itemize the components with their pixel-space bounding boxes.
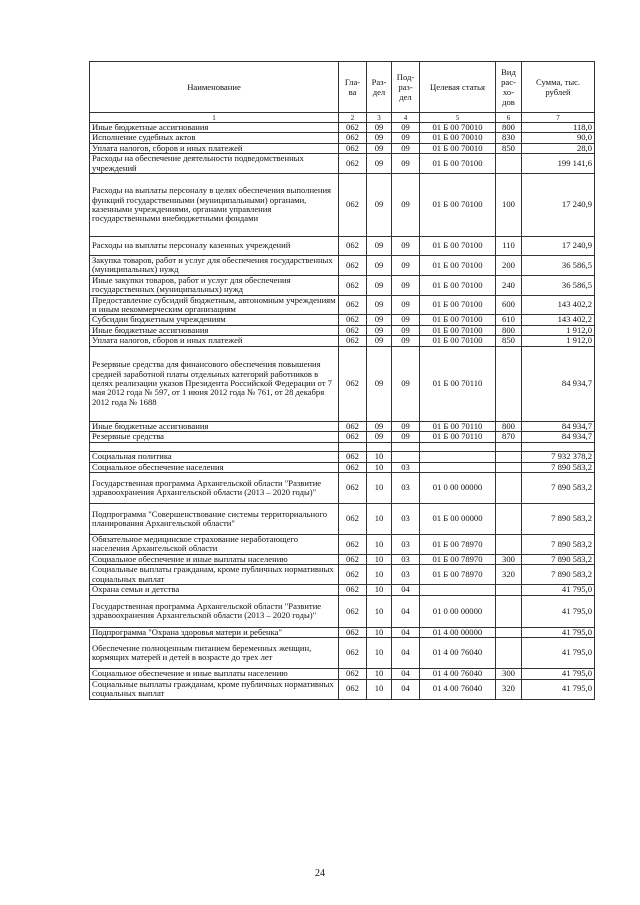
row-target: 01 Б 00 78970 — [420, 554, 496, 564]
row-glava: 062 — [339, 669, 367, 679]
row-sum: 1 912,0 — [522, 325, 595, 335]
row-sum: 7 890 583,2 — [522, 565, 595, 585]
row-name: Подпрограмма "Совершенствование системы территориального планирования Архангельской области" — [90, 503, 339, 534]
row-name: Иные бюджетные ассигнования — [90, 123, 339, 133]
header-razdel: Раз-дел — [367, 62, 392, 113]
table-row — [90, 336, 595, 346]
row-sum — [522, 442, 595, 451]
row-sum: 143 402,2 — [522, 315, 595, 325]
row-glava: 062 — [339, 256, 367, 276]
row-glava: 062 — [339, 585, 367, 595]
row-sum: 7 890 583,2 — [522, 462, 595, 472]
row-razdel: 09 — [367, 325, 392, 335]
row-podrazdel: 04 — [392, 638, 420, 669]
row-target: 01 Б 00 70100 — [420, 154, 496, 174]
row-sum: 7 890 583,2 — [522, 554, 595, 564]
row-name: Государственная программа Архангельской области "Развитие здравоохранения Архангельской области (2013 – 2020 годы)" — [90, 595, 339, 627]
row-target: 01 Б 00 70010 — [420, 123, 496, 133]
row-glava: 062 — [339, 123, 367, 133]
row-razdel: 09 — [367, 346, 392, 421]
row-sum: 7 932 378,2 — [522, 451, 595, 462]
row-vid: 870 — [496, 432, 522, 442]
row-name: Иные закупки товаров, работ и услуг для обеспечения государственных (муниципальных) нужд — [90, 275, 339, 295]
row-sum: 7 890 583,2 — [522, 534, 595, 554]
row-glava: 062 — [339, 679, 367, 699]
row-razdel: 09 — [367, 432, 392, 442]
row-target — [420, 462, 496, 472]
table-row — [90, 123, 595, 133]
row-glava: 062 — [339, 325, 367, 335]
row-podrazdel: 04 — [392, 585, 420, 595]
row-name: Подпрограмма "Охрана здоровья матери и ребенка" — [90, 627, 339, 637]
row-razdel: 09 — [367, 421, 392, 431]
row-podrazdel: 09 — [392, 174, 420, 237]
row-name: Уплата налогов, сборов и иных платежей — [90, 143, 339, 153]
row-name: Социальные выплаты гражданам, кроме публичных нормативных социальных выплат — [90, 565, 339, 585]
row-target: 01 4 00 76040 — [420, 638, 496, 669]
row-podrazdel — [392, 442, 420, 451]
row-target: 01 Б 00 70100 — [420, 237, 496, 256]
row-target: 01 Б 00 70010 — [420, 143, 496, 153]
row-vid: 200 — [496, 256, 522, 276]
budget-table — [89, 61, 595, 700]
table-row — [90, 451, 595, 462]
row-razdel: 10 — [367, 472, 392, 503]
table-row — [90, 554, 595, 564]
row-glava: 062 — [339, 565, 367, 585]
row-sum: 84 934,7 — [522, 421, 595, 431]
row-name: Расходы на выплаты персоналу в целях обеспечения выполнения функций государственными (муниципальными) органами, казенными учреждениями, органами управления государственными внебюджетными фондами — [90, 174, 339, 237]
row-glava: 062 — [339, 432, 367, 442]
row-sum: 84 934,7 — [522, 346, 595, 421]
row-vid — [496, 627, 522, 637]
row-razdel: 10 — [367, 595, 392, 627]
row-podrazdel: 04 — [392, 627, 420, 637]
row-glava: 062 — [339, 638, 367, 669]
row-target: 01 Б 00 70110 — [420, 432, 496, 442]
row-sum: 41 795,0 — [522, 595, 595, 627]
row-glava: 062 — [339, 336, 367, 346]
row-vid — [496, 595, 522, 627]
header-podrazdel: Под-раз-дел — [392, 62, 420, 113]
row-glava: 062 — [339, 472, 367, 503]
row-vid: 240 — [496, 275, 522, 295]
row-podrazdel: 03 — [392, 472, 420, 503]
table-row — [90, 503, 595, 534]
row-razdel: 09 — [367, 256, 392, 276]
row-razdel: 09 — [367, 123, 392, 133]
table-row — [90, 325, 595, 335]
row-podrazdel: 09 — [392, 256, 420, 276]
row-name: Уплата налогов, сборов и иных платежей — [90, 336, 339, 346]
row-sum: 143 402,2 — [522, 295, 595, 315]
row-podrazdel: 09 — [392, 154, 420, 174]
table-body — [90, 123, 595, 700]
row-sum: 36 586,5 — [522, 275, 595, 295]
table-row — [90, 679, 595, 699]
row-podrazdel: 03 — [392, 462, 420, 472]
row-name — [90, 442, 339, 451]
row-target: 01 0 00 00000 — [420, 472, 496, 503]
row-podrazdel: 09 — [392, 432, 420, 442]
row-razdel: 09 — [367, 143, 392, 153]
row-sum: 36 586,5 — [522, 256, 595, 276]
column-number: 6 — [496, 113, 522, 123]
row-razdel: 10 — [367, 554, 392, 564]
row-podrazdel: 03 — [392, 503, 420, 534]
row-razdel: 10 — [367, 585, 392, 595]
row-glava: 062 — [339, 554, 367, 564]
row-podrazdel: 09 — [392, 336, 420, 346]
row-podrazdel: 03 — [392, 565, 420, 585]
table-row — [90, 627, 595, 637]
table-row — [90, 534, 595, 554]
row-vid: 110 — [496, 237, 522, 256]
row-glava: 062 — [339, 421, 367, 431]
row-vid — [496, 503, 522, 534]
row-podrazdel: 03 — [392, 534, 420, 554]
header-row — [90, 62, 595, 113]
row-glava: 062 — [339, 295, 367, 315]
row-vid: 320 — [496, 679, 522, 699]
row-name: Социальное обеспечение населения — [90, 462, 339, 472]
row-sum: 41 795,0 — [522, 669, 595, 679]
row-podrazdel: 09 — [392, 237, 420, 256]
row-sum: 41 795,0 — [522, 627, 595, 637]
row-vid: 800 — [496, 421, 522, 431]
row-name: Охрана семьи и детства — [90, 585, 339, 595]
row-sum: 7 890 583,2 — [522, 503, 595, 534]
row-target: 01 Б 00 70100 — [420, 315, 496, 325]
row-razdel: 10 — [367, 451, 392, 462]
row-razdel: 10 — [367, 534, 392, 554]
row-podrazdel: 04 — [392, 669, 420, 679]
header-target: Целевая статья — [420, 62, 496, 113]
table-row — [90, 595, 595, 627]
row-name: Резервные средства для финансового обеспечения повышения средней заработной платы отдельных категорий работников в целях реализации указов Президента Российской Федерации от 7 мая 2012 года № 597, от 1 июня 2012 года № 761, от 28 декабря 2012 года № 1688 — [90, 346, 339, 421]
row-target: 01 4 00 00000 — [420, 627, 496, 637]
row-name: Социальные выплаты гражданам, кроме публичных нормативных социальных выплат — [90, 679, 339, 699]
row-vid — [496, 638, 522, 669]
row-target: 01 Б 00 78970 — [420, 534, 496, 554]
row-target: 01 Б 00 70100 — [420, 256, 496, 276]
row-glava: 062 — [339, 503, 367, 534]
table-row — [90, 143, 595, 153]
row-glava: 062 — [339, 534, 367, 554]
column-number: 3 — [367, 113, 392, 123]
header-glava: Гла-ва — [339, 62, 367, 113]
row-target: 01 Б 00 70100 — [420, 336, 496, 346]
row-podrazdel: 09 — [392, 275, 420, 295]
row-target — [420, 585, 496, 595]
row-sum: 90,0 — [522, 133, 595, 143]
row-vid: 800 — [496, 325, 522, 335]
row-name: Субсидии бюджетным учреждениям — [90, 315, 339, 325]
row-name: Расходы на выплаты персоналу казенных учреждений — [90, 237, 339, 256]
row-podrazdel: 09 — [392, 123, 420, 133]
row-glava: 062 — [339, 237, 367, 256]
row-target: 01 4 00 76040 — [420, 669, 496, 679]
row-razdel: 09 — [367, 154, 392, 174]
row-name: Предоставление субсидий бюджетным, автономным учреждениям и иным некоммерческим организациям — [90, 295, 339, 315]
row-sum: 28,0 — [522, 143, 595, 153]
row-razdel: 10 — [367, 627, 392, 637]
row-name: Социальная политика — [90, 451, 339, 462]
table-row — [90, 462, 595, 472]
row-target: 01 Б 00 70110 — [420, 346, 496, 421]
table-row — [90, 346, 595, 421]
row-razdel: 10 — [367, 503, 392, 534]
row-podrazdel: 09 — [392, 133, 420, 143]
row-sum: 41 795,0 — [522, 585, 595, 595]
row-target: 01 0 00 00000 — [420, 595, 496, 627]
row-razdel: 09 — [367, 174, 392, 237]
row-vid: 300 — [496, 554, 522, 564]
row-glava: 062 — [339, 315, 367, 325]
row-vid: 600 — [496, 295, 522, 315]
row-target: 01 4 00 76040 — [420, 679, 496, 699]
column-number: 1 — [90, 113, 339, 123]
row-vid — [496, 585, 522, 595]
row-razdel: 09 — [367, 133, 392, 143]
table-row — [90, 442, 595, 451]
row-podrazdel: 09 — [392, 421, 420, 431]
table-row — [90, 421, 595, 431]
row-podrazdel: 09 — [392, 143, 420, 153]
row-glava: 062 — [339, 133, 367, 143]
row-name: Обязательное медицинское страхование неработающего населения Архангельской области — [90, 534, 339, 554]
row-glava: 062 — [339, 143, 367, 153]
table-row — [90, 256, 595, 276]
row-razdel: 09 — [367, 315, 392, 325]
row-vid — [496, 462, 522, 472]
row-name: Расходы на обеспечение деятельности подведомственных учреждений — [90, 154, 339, 174]
table-row — [90, 237, 595, 256]
table-row — [90, 154, 595, 174]
table-row — [90, 432, 595, 442]
row-vid — [496, 346, 522, 421]
row-razdel: 10 — [367, 679, 392, 699]
table-row — [90, 275, 595, 295]
column-number: 7 — [522, 113, 595, 123]
row-target: 01 Б 00 70100 — [420, 295, 496, 315]
row-sum: 17 240,9 — [522, 237, 595, 256]
table-row — [90, 133, 595, 143]
row-razdel: 09 — [367, 295, 392, 315]
row-name: Иные бюджетные ассигнования — [90, 325, 339, 335]
row-glava: 062 — [339, 595, 367, 627]
row-target: 01 Б 00 70100 — [420, 325, 496, 335]
row-vid — [496, 154, 522, 174]
row-razdel: 10 — [367, 462, 392, 472]
row-name: Резервные средства — [90, 432, 339, 442]
row-vid: 300 — [496, 669, 522, 679]
row-razdel: 10 — [367, 669, 392, 679]
row-target: 01 Б 00 70100 — [420, 275, 496, 295]
row-podrazdel: 09 — [392, 346, 420, 421]
row-name: Социальное обеспечение и иные выплаты населению — [90, 554, 339, 564]
row-podrazdel: 09 — [392, 315, 420, 325]
row-razdel — [367, 442, 392, 451]
row-target: 01 Б 00 70010 — [420, 133, 496, 143]
row-vid — [496, 472, 522, 503]
row-vid: 850 — [496, 143, 522, 153]
column-number: 5 — [420, 113, 496, 123]
row-glava: 062 — [339, 346, 367, 421]
row-name: Государственная программа Архангельской области "Развитие здравоохранения Архангельской области (2013 – 2020 годы)" — [90, 472, 339, 503]
row-podrazdel: 09 — [392, 295, 420, 315]
row-sum: 41 795,0 — [522, 638, 595, 669]
row-target: 01 Б 00 70100 — [420, 174, 496, 237]
header-vid: Вид рас-хо-дов — [496, 62, 522, 113]
column-number: 2 — [339, 113, 367, 123]
row-vid — [496, 451, 522, 462]
row-sum: 118,0 — [522, 123, 595, 133]
row-vid: 830 — [496, 133, 522, 143]
row-vid: 320 — [496, 565, 522, 585]
row-target — [420, 451, 496, 462]
row-sum: 199 141,6 — [522, 154, 595, 174]
row-vid: 100 — [496, 174, 522, 237]
row-razdel: 09 — [367, 336, 392, 346]
row-glava: 062 — [339, 154, 367, 174]
row-target: 01 Б 00 78970 — [420, 565, 496, 585]
row-glava: 062 — [339, 174, 367, 237]
row-name: Обеспечение полноценным питанием беременных женщин, кормящих матерей и детей в возрасте до трех лет — [90, 638, 339, 669]
row-razdel: 09 — [367, 275, 392, 295]
page-number: 24 — [315, 868, 325, 879]
row-glava — [339, 442, 367, 451]
column-number-row — [90, 113, 595, 123]
row-sum: 17 240,9 — [522, 174, 595, 237]
row-sum: 1 912,0 — [522, 336, 595, 346]
row-razdel: 10 — [367, 565, 392, 585]
row-target — [420, 442, 496, 451]
row-podrazdel: 04 — [392, 595, 420, 627]
table-row — [90, 174, 595, 237]
row-podrazdel: 03 — [392, 554, 420, 564]
table-row — [90, 585, 595, 595]
row-podrazdel: 09 — [392, 325, 420, 335]
row-glava: 062 — [339, 627, 367, 637]
row-sum: 7 890 583,2 — [522, 472, 595, 503]
row-razdel: 09 — [367, 237, 392, 256]
row-name: Закупка товаров, работ и услуг для обеспечения государственных (муниципальных) нужд — [90, 256, 339, 276]
row-target: 01 Б 00 70110 — [420, 421, 496, 431]
row-target: 01 Б 00 00000 — [420, 503, 496, 534]
row-glava: 062 — [339, 451, 367, 462]
row-name: Иные бюджетные ассигнования — [90, 421, 339, 431]
header-name: Наименование — [90, 62, 339, 113]
table-row — [90, 315, 595, 325]
row-vid — [496, 534, 522, 554]
row-glava: 062 — [339, 275, 367, 295]
table-row — [90, 565, 595, 585]
row-name: Исполнение судебных актов — [90, 133, 339, 143]
row-vid — [496, 442, 522, 451]
row-vid: 610 — [496, 315, 522, 325]
row-sum: 84 934,7 — [522, 432, 595, 442]
table-row — [90, 669, 595, 679]
table-row — [90, 472, 595, 503]
row-podrazdel — [392, 451, 420, 462]
header-sum: Сумма, тыс. рублей — [522, 62, 595, 113]
column-number: 4 — [392, 113, 420, 123]
row-vid: 850 — [496, 336, 522, 346]
row-sum: 41 795,0 — [522, 679, 595, 699]
row-glava: 062 — [339, 462, 367, 472]
table-row — [90, 638, 595, 669]
table-row — [90, 295, 595, 315]
row-razdel: 10 — [367, 638, 392, 669]
row-name: Социальное обеспечение и иные выплаты населению — [90, 669, 339, 679]
row-podrazdel: 04 — [392, 679, 420, 699]
row-vid: 800 — [496, 123, 522, 133]
